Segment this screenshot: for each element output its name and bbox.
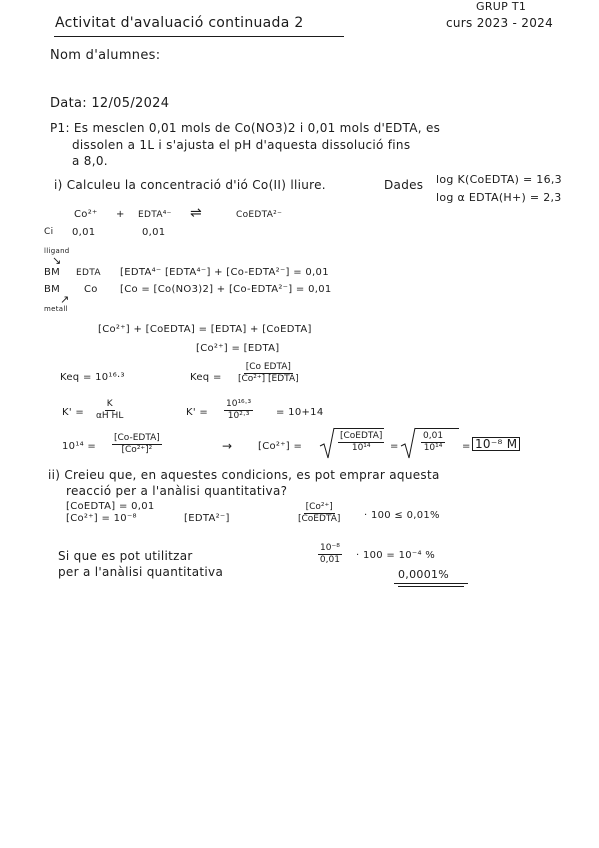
ci-edta: 0,01: [142, 227, 166, 238]
k14-lhs: 10¹⁴ =: [62, 441, 97, 452]
keq-fraction: [238, 363, 299, 385]
kprime-lhs: K' =: [62, 407, 85, 418]
kprime-denominator: αH HL: [96, 411, 124, 422]
conclusion-line-2: per a l'anàlisi quantitativa: [58, 565, 224, 579]
keq-value: Keq = 10¹⁶·³: [60, 372, 125, 383]
criterion-denominator: [CoEDTA]: [298, 514, 341, 525]
cobalt-equals-edta: [Co²⁺] = [EDTA]: [196, 343, 280, 354]
mass-balance-combined: [Co²⁺] + [CoEDTA] = [EDTA] + [CoEDTA]: [98, 324, 312, 335]
bm2-species: Co: [84, 284, 98, 295]
final-underline-1: [394, 583, 468, 584]
equals-1: =: [390, 441, 399, 452]
ci-cobalt: 0,01: [72, 227, 96, 238]
sqrt2-fraction: [421, 432, 445, 454]
group-label: GRUP T1: [476, 0, 527, 13]
kprime2-denominator: 10²·³: [227, 411, 250, 422]
keq-numerator: [Co EDTA]: [244, 363, 293, 374]
equilibrium-arrow: ⇌: [190, 205, 203, 221]
problem-line-2: dissolen a 1L i s'ajusta el pH d'aquesta dissolució fins: [72, 138, 411, 152]
k14-denominator: [Co²⁺]²: [121, 445, 153, 456]
implies-arrow-icon: →: [222, 439, 233, 453]
course-label: curs 2023 - 2024: [446, 16, 554, 30]
ci-label: Ci: [44, 227, 54, 237]
keq-expression-lhs: Keq =: [190, 372, 222, 383]
page-title: Activitat d'avaluació continuada 2: [55, 15, 304, 31]
sqrt-bar-1: [334, 428, 384, 429]
free-cobalt-concentration: [Co²⁺] = 10⁻⁸: [66, 513, 137, 524]
k14-numerator: [Co-EDTA]: [112, 434, 162, 445]
edta-bracket: [EDTA²⁻]: [184, 513, 230, 524]
part-ii-question-2: reacció per a l'anàlisi quantitativa?: [66, 484, 288, 498]
part-i-question: i) Calculeu la concentració d'ió Co(II) lliure.: [54, 178, 326, 192]
keq-denominator: [Co²⁺] [EDTA]: [238, 374, 299, 385]
equals-2: =: [462, 441, 471, 452]
data-log-k: log K(CoEDTA) = 16,3: [436, 173, 562, 186]
k14-fraction: [112, 434, 162, 456]
calc-numerator: 10⁻⁸: [318, 544, 342, 555]
calc-fraction: [318, 544, 342, 566]
ligand-label: lligand: [44, 247, 70, 255]
kprime2-fraction: [224, 400, 253, 422]
bm1-species: EDTA: [76, 268, 101, 278]
reaction-cobalt: Co²⁺: [74, 209, 98, 220]
student-names-label: Nom d'alumnes:: [50, 48, 161, 63]
calc-denominator: 0,01: [319, 555, 340, 566]
result-box: 10⁻⁸ M: [472, 437, 520, 451]
sqrt2-numerator: 0,01: [421, 432, 445, 443]
bm1-label: BM: [44, 267, 61, 278]
kprime2-numerator: 10¹⁶·³: [224, 400, 253, 411]
kprime-numerator: K: [105, 400, 115, 411]
problem-line-3: a 8,0.: [72, 154, 108, 168]
final-underline-2: [398, 586, 464, 587]
up-arrow-icon: ↗: [60, 293, 70, 306]
data-log-alpha: log α EDTA(H+) = 2,3: [436, 191, 562, 204]
down-arrow-icon: ↘: [52, 254, 62, 267]
kprime2-result: = 10+14: [276, 407, 324, 418]
reaction-product: CoEDTA²⁻: [236, 210, 283, 220]
bm1-equation: [EDTA⁴⁻ [EDTA⁴⁻] + [Co-EDTA²⁻] = 0,01: [120, 267, 329, 278]
kprime-fraction: [96, 400, 123, 422]
conclusion-line-1: Si que es pot utilitzar: [58, 549, 193, 563]
sqrt2-denominator: 10¹⁴: [423, 443, 443, 454]
kprime2-lhs: K' =: [186, 407, 209, 418]
calc-final: 0,0001%: [398, 568, 450, 581]
metal-label: metall: [44, 305, 68, 313]
reaction-plus: +: [116, 209, 125, 220]
data-label: Dades: [384, 178, 424, 192]
sqrt-bar-2: [415, 428, 459, 429]
calc-rhs: · 100 = 10⁻⁴ %: [356, 550, 436, 561]
bm2-equation: [Co = [Co(NO3)2] + [Co-EDTA²⁻] = 0,01: [120, 284, 332, 295]
sqrt1-fraction: [338, 432, 384, 454]
criterion-numerator: [Co²⁺]: [304, 503, 335, 514]
title-underline: [54, 36, 344, 37]
sqrt-symbol-1: [320, 428, 334, 460]
sqrt1-denominator: 10¹⁴: [351, 443, 371, 454]
part-ii-question-1: ii) Creieu que, en aquestes condicions, es pot emprar aquesta: [48, 468, 440, 482]
sqrt-symbol-2: [401, 428, 415, 460]
complex-concentration: [CoEDTA] = 0,01: [66, 501, 155, 512]
sqrt1-numerator: [CoEDTA]: [338, 432, 384, 443]
reaction-edta: EDTA⁴⁻: [138, 210, 172, 220]
bm2-label: BM: [44, 284, 61, 295]
date-label: Data: 12/05/2024: [50, 96, 170, 111]
criterion-fraction: [298, 503, 340, 525]
problem-line-1: P1: Es mesclen 0,01 mols de Co(NO3)2 i 0,01 mols d'EDTA, es: [50, 121, 441, 135]
criterion-rhs: · 100 ≤ 0,01%: [364, 510, 440, 521]
cobalt-free-lhs: [Co²⁺] =: [258, 441, 303, 452]
